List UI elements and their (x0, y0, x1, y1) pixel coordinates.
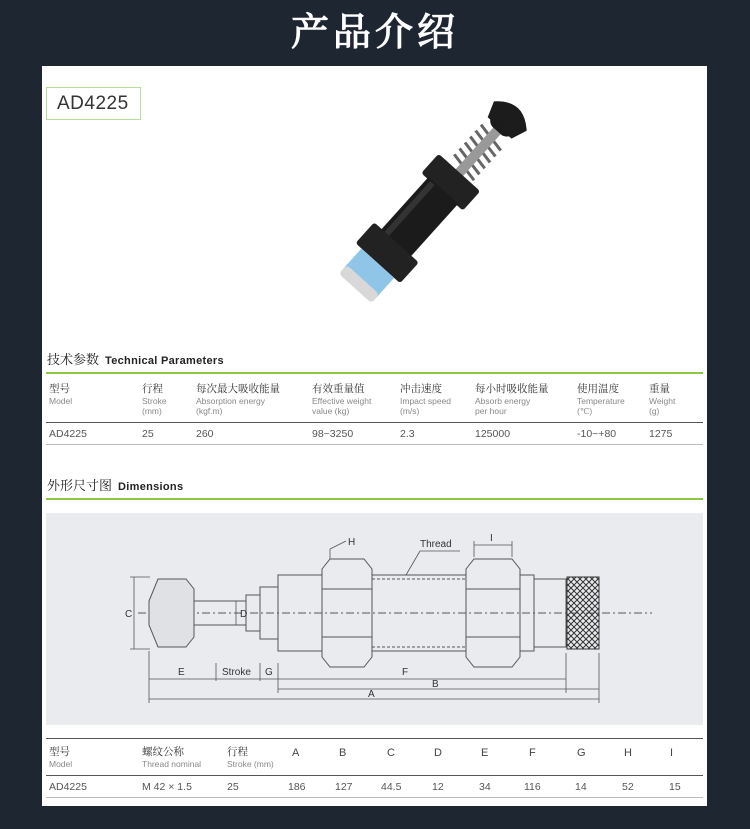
dim-col-c: C (387, 747, 395, 759)
dim-label-h: H (348, 537, 356, 548)
technical-title-en: Technical Parameters (105, 355, 224, 367)
dim-col-model: 型号 Model (49, 746, 73, 769)
dim-col-h: H (624, 747, 632, 759)
dimensions-rule (46, 498, 703, 500)
dim-col-f: F (529, 747, 536, 759)
tech-col-stroke: 行程 Stroke (mm) (142, 383, 167, 416)
dimensions-row-divider (46, 775, 703, 776)
dim-label-c: C (125, 609, 133, 620)
technical-bottom-rule (46, 444, 703, 445)
dim-col-stroke: 行程 Stroke (mm) (227, 746, 274, 769)
model-label: AD4225 (46, 87, 141, 120)
technical-row-divider (46, 422, 703, 423)
dim-col-e: E (481, 747, 489, 759)
tech-col-energy-hour: 每小时吸收能量 Absorb energy per hour (475, 383, 549, 416)
dim-label-i: I (490, 533, 493, 544)
tech-col-impact-speed: 冲击速度 Impact speed (m/s) (400, 383, 452, 416)
tech-col-temperature: 使用温度 Temperature (℃) (577, 383, 625, 416)
dimensions-title-cn: 外形尺寸图 (47, 479, 113, 494)
dim-label-stroke: Stroke (222, 667, 251, 678)
tech-col-weight: 重量 Weight (g) (649, 383, 676, 416)
tech-col-absorption: 每次最大吸收能量 Absorption energy (kgf.m) (196, 383, 280, 416)
dimensions-bottom-rule (46, 797, 703, 798)
dim-label-b: B (432, 679, 439, 690)
dim-col-thread: 螺纹公称 Thread nominal (142, 746, 202, 769)
dim-label-d: D (240, 609, 248, 620)
dim-col-d: D (434, 747, 442, 759)
dim-label-g: G (265, 667, 273, 678)
technical-rule (46, 372, 703, 374)
technical-title-cn: 技术参数 (47, 353, 100, 368)
dimensions-title-en: Dimensions (118, 481, 184, 493)
dimensions-title (47, 475, 183, 494)
page-heading: 产品介绍 (290, 9, 459, 54)
dim-label-e: E (178, 667, 185, 678)
product-sheet: AD4225 技术参数 Technical Parameters 型号 Model 行程 Stroke (mm) 每次最大吸收能量 Absorption energy (kgf.m) 有效重量值 Effective weight value (kg) 冲击速度 Impact speed (m/s) 每小时吸收能量 Absorb energy per hour 使用温度 Temperature (℃) 重量 Weight (g) AD4225 25 260 98~3250 2.3 125000 -10~+80 1275 外形尺寸图 Dimensions C D H I Thread E Stroke G F B A 型号 Model 螺纹公称 Thread nominal 行程 Stroke (mm) A B C D E F G H I AD4225 M 42 × 1.5 25 186 127 44.5 12 34 116 14 52 15 (42, 66, 707, 806)
dim-label-thread: Thread (420, 539, 452, 550)
technical-title (47, 349, 224, 368)
dim-label-a: A (368, 689, 375, 700)
dimensions-drawing (46, 513, 703, 725)
shock-absorber-image (282, 78, 582, 328)
dimensions-table-top-rule (46, 738, 703, 739)
dim-label-f: F (402, 667, 409, 678)
tech-col-model: 型号 Model (49, 383, 73, 406)
dim-col-g: G (577, 747, 586, 759)
dim-col-b: B (339, 747, 347, 759)
tech-col-weight-value: 有效重量值 Effective weight value (kg) (312, 383, 372, 416)
dim-col-i: I (670, 747, 674, 759)
dim-col-a: A (292, 747, 300, 759)
